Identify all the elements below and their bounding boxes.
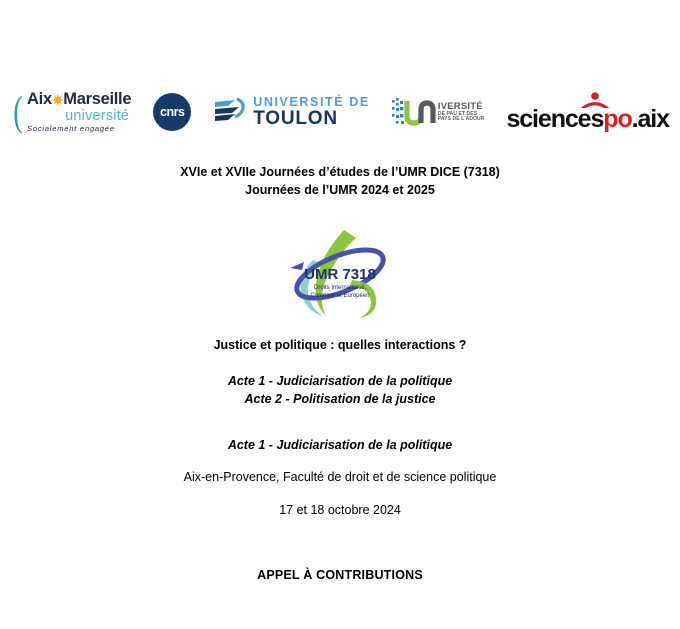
event-title-line2: Journées de l’UMR 2024 et 2025	[245, 183, 435, 197]
sciences-po-wordmark	[506, 107, 669, 132]
acte-1-listing: Acte 1 - Judiciarisation de la politique	[227, 374, 453, 388]
event-title	[0, 163, 680, 199]
aix-marseille-universite-logo	[11, 89, 131, 135]
event-dates: 17 et 18 octobre 2024	[279, 503, 401, 517]
amu-line1	[27, 91, 131, 108]
umr-subtitle-line2: Comparé et Européen	[310, 293, 370, 299]
amu-wordmark	[27, 91, 131, 133]
toulon-wordmark	[253, 96, 370, 129]
amu-aix-text: Aix	[27, 90, 52, 109]
spo-aix-text: .aix	[631, 105, 669, 133]
cnrs-logo	[153, 93, 191, 131]
amu-star-icon: ✷	[51, 91, 64, 108]
uppa-line1: IVERSITÉ	[437, 100, 483, 112]
universite-de-toulon-logo	[213, 95, 370, 129]
actes-listing	[0, 372, 680, 408]
amu-marseille-text: Marseille	[63, 90, 132, 109]
acte-main-heading: Acte 1 - Judiciarisation de la politique	[227, 438, 453, 452]
umr-title-text: UMR 7318	[304, 266, 376, 283]
universite-de-pau-et-des-pays-de-l-adour-logo	[392, 96, 485, 128]
amu-tagline-text: Socialement engagée	[27, 124, 115, 134]
uppa-line2: DE PAU ET DES	[437, 110, 478, 117]
uppa-un-icon	[392, 96, 438, 128]
acte-2-listing: Acte 2 - Politisation de la justice	[244, 392, 436, 406]
cnrs-wordmark: cnrs	[160, 105, 185, 119]
toulon-line1: UNIVERSITÉ DE	[253, 94, 370, 109]
call-for-contributions-heading: APPEL À CONTRIBUTIONS	[257, 568, 423, 582]
sciences-po-aix-logo	[506, 92, 669, 132]
uppa-line3: PAYS DE L'ADOUR	[437, 115, 485, 122]
partner-logos-row	[0, 86, 680, 138]
umr-logo-graphic	[282, 224, 398, 324]
spo-sciences-text: sciences	[506, 105, 604, 133]
amu-universite-text: université	[65, 107, 130, 124]
event-title-line1: XVIe et XVIIe Journées d’études de l’UMR DICE (7318)	[180, 165, 500, 179]
conference-theme: Justice et politique : quelles interactions ?	[213, 338, 467, 352]
amu-bracket-icon: (	[13, 89, 23, 135]
venue-text: Aix-en-Provence, Faculté de droit et de science politique	[183, 470, 497, 484]
uppa-wordmark	[438, 102, 485, 122]
toulon-line2: TOULON	[253, 108, 338, 130]
umr-7318-dice-logo	[0, 224, 680, 324]
toulon-chevron-icon	[213, 95, 247, 129]
spo-po-text: po	[603, 105, 632, 133]
umr-subtitle-line1: Droits International,	[313, 285, 367, 291]
